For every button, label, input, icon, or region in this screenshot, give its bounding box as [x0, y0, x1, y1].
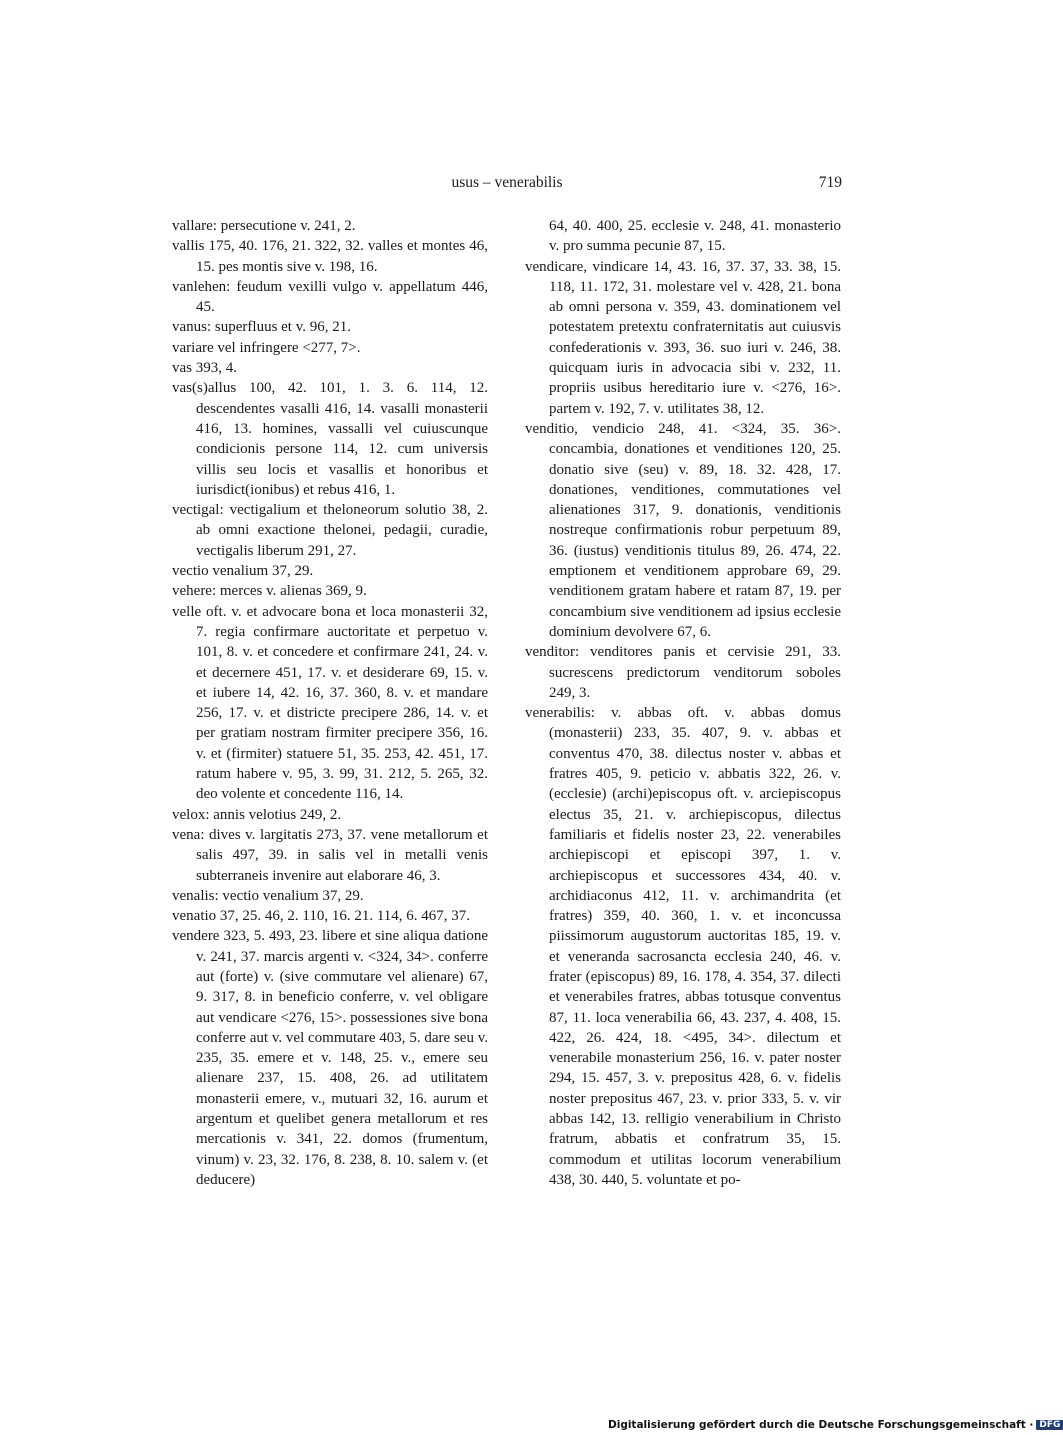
- index-entry: vanlehen: feudum vexilli vulgo v. appellatum 446, 45.: [172, 278, 488, 316]
- footer-text: Digitalisierung gefördert durch die Deutsche Forschungsgemeinschaft ·: [608, 1419, 1034, 1431]
- page-number: 719: [818, 174, 842, 191]
- footer-credit: [608, 1419, 1063, 1431]
- index-entry: venatio 37, 25. 46, 2. 110, 16. 21. 114, 6. 467, 37.: [172, 908, 471, 925]
- index-entry: vehere: merces v. alienas 369, 9.: [172, 583, 367, 600]
- index-entry: vallis 175, 40. 176, 21. 322, 32. valles et montes 46, 15. pes montis sive v. 198, 16.: [172, 238, 488, 275]
- page-title: usus – venerabilis: [451, 174, 563, 191]
- index-entry: vectio venalium 37, 29.: [172, 563, 314, 580]
- index-entry: vas 393, 4.: [172, 360, 237, 377]
- index-entry: variare vel infringere <277, 7>.: [172, 339, 361, 356]
- index-entry: vas(s)allus 100, 42. 101, 1. 3. 6. 114, 12. descendentes vasalli 416, 14. vasalli monasterii 416, 13. homines, vassalli vel cuiuscunque condicionis persone 114, 12. cum universis villis seu locis et vasallis et honoribus et iurisdict(ionibus) et rebus 416, 1.: [172, 380, 488, 498]
- index-entry: vanus: superfluus et v. 96, 21.: [172, 319, 352, 336]
- index-entry: 64, 40. 400, 25. ecclesie v. 248, 41. monasterio v. pro summa pecunie 87, 15.: [549, 218, 841, 255]
- index-entry: vendicare, vindicare 14, 43. 16, 37. 37, 33. 38, 15. 118, 11. 172, 31. molestare vel v. 428, 21. bona ab omni persona v. 359, 43. dominationem vel potestatem pretextu confraternitatis aut cuiusvis confederationis v. 393, 36. suo iuri v. 246, 38. quicquam iuris in advocacia sibi v. 232, 11. propriis usibus hereditario iure v. <276, 16>. partem v. 192, 7. v. utilitates 38, 12.: [525, 258, 841, 417]
- index-entry: vectigal: vectigalium et theloneorum solutio 38, 2. ab omni exactione thelonei, pedagii, curadie, vectigalis liberum 291, 27.: [172, 502, 488, 559]
- index-entry: venalis: vectio venalium 37, 29.: [172, 887, 364, 904]
- index-entry: velox: annis velotius 249, 2.: [172, 806, 342, 823]
- dfg-logo: DFG: [1036, 1420, 1063, 1430]
- index-entry: venditor: venditores panis et cervisie 291, 33. sucrescens predictorum venditorum soboles 249, 3.: [525, 644, 841, 701]
- index-entry: vallare: persecutione v. 241, 2.: [172, 218, 356, 234]
- index-entry: venerabilis: v. abbas oft. v. abbas domus (monasterii) 233, 35. 407, 9. v. abbas et conventus 470, 38. dilectus noster v. abbas et fratres 405, 9. peticio v. abbatis 322, 26. v. (ecclesie) (archi)episcopus oft. v. arciepiscopus electus 35, 21. v. archiepiscopus, dilectus familiaris et fidelis noster 23, 22. venerabiles archiepiscopi et episcopi 397, 1. v. archiepiscopus et successores 434, 40. v. archidiaconus 412, 11. v. archimandrita (et fratres) 359, 40. 360, 1. v. et inconcussa piissimorum augustorum auctoritas 185, 19. v. et veneranda sacrosancta ecclesia 240, 46. v. frater (episcopus) 89, 16. 178, 4. 354, 37. dilecti et venerabiles fratres, abbas totusque conventus 87, 11. loca venerabilia 66, 43. 237, 4. 408, 15. 422, 26. 424, 18. <495, 34>. dilectum et venerabile monasterium 256, 16. v. pater noster 294, 15. 457, 3. v. prepositus 428, 6. v. fidelis noster prepositus 467, 23. v. prior 333, 5. v. vir abbas 142, 13. relligio venerabilium in Christo fratrum, abbatis et confratrum 35, 15. commodum et utilitas locorum venerabilium 438, 30. 440, 5. voluntate et po-: [525, 705, 841, 1188]
- left-column: [172, 216, 488, 1190]
- index-entry: vena: dives v. largitatis 273, 37. vene metallorum et salis 497, 39. in salis vel in metalli venis subterraneis invenire aut elaborare 46, 3.: [172, 826, 488, 884]
- running-head: [172, 174, 842, 194]
- index-entry: vendere 323, 5. 493, 23. libere et sine aliqua datione v. 241, 37. marcis argenti v. <324, 34>. conferre aut (forte) v. (sive commutare vel alienare) 67, 9. 317, 8. in beneficio conferre, v. vel obligare aut vendicare <276, 15>. possessiones sive bona conferre aut v. vel commutare 403, 5. dare seu v. 235, 35. emere et v. 148, 25. v., emere seu alienare 237, 15. 408, 26. ad utilitatem monasterii emere, v., mutuari 32, 16. aurum et argentum et quelibet genera metallorum et res mercationis v. 341, 22. domos (frumentum, vinum) v. 23, 32. 176, 8. 238, 8. 10. salem v. (et deducere): [172, 928, 488, 1188]
- right-column: [525, 216, 841, 1190]
- index-entry: venditio, vendicio 248, 41. <324, 35. 36>. concambia, donationes et venditiones 120, 25. donatio sive (seu) v. 89, 18. 32. 428, 17. donationes, venditiones, commutationes vel alienationes 317, 9. donationis, venditionis nostreque confirmationis robur perpetuum 89, 36. (iustus) venditionis titulus 89, 26. 474, 22. emptionem et venditionem approbare 69, 29. venditionem gratam habere et ratam 87, 19. per concambium sive venditionem ad ipsius ecclesie dominium devolvere 67, 6.: [525, 420, 842, 640]
- index-entry: velle oft. v. et advocare bona et loca monasterii 32, 7. regia confirmare auctoritate et perpetuo v. 101, 8. v. et concedere et confirmare 241, 24. v. et decernere 451, 17. v. et desiderare 69, 15. v. et iubere 14, 42. 16, 37. 360, 8. v. et mandare 256, 17. v. et districte precipere 286, 14. v. et per gratiam nostram firmiter precipere 356, 16. v. et (firmiter) statuere 51, 35. 253, 42. 451, 17. ratum habere v. 95, 3. 99, 31. 212, 5. 265, 32. deo volente et concedente 116, 14.: [172, 603, 488, 803]
